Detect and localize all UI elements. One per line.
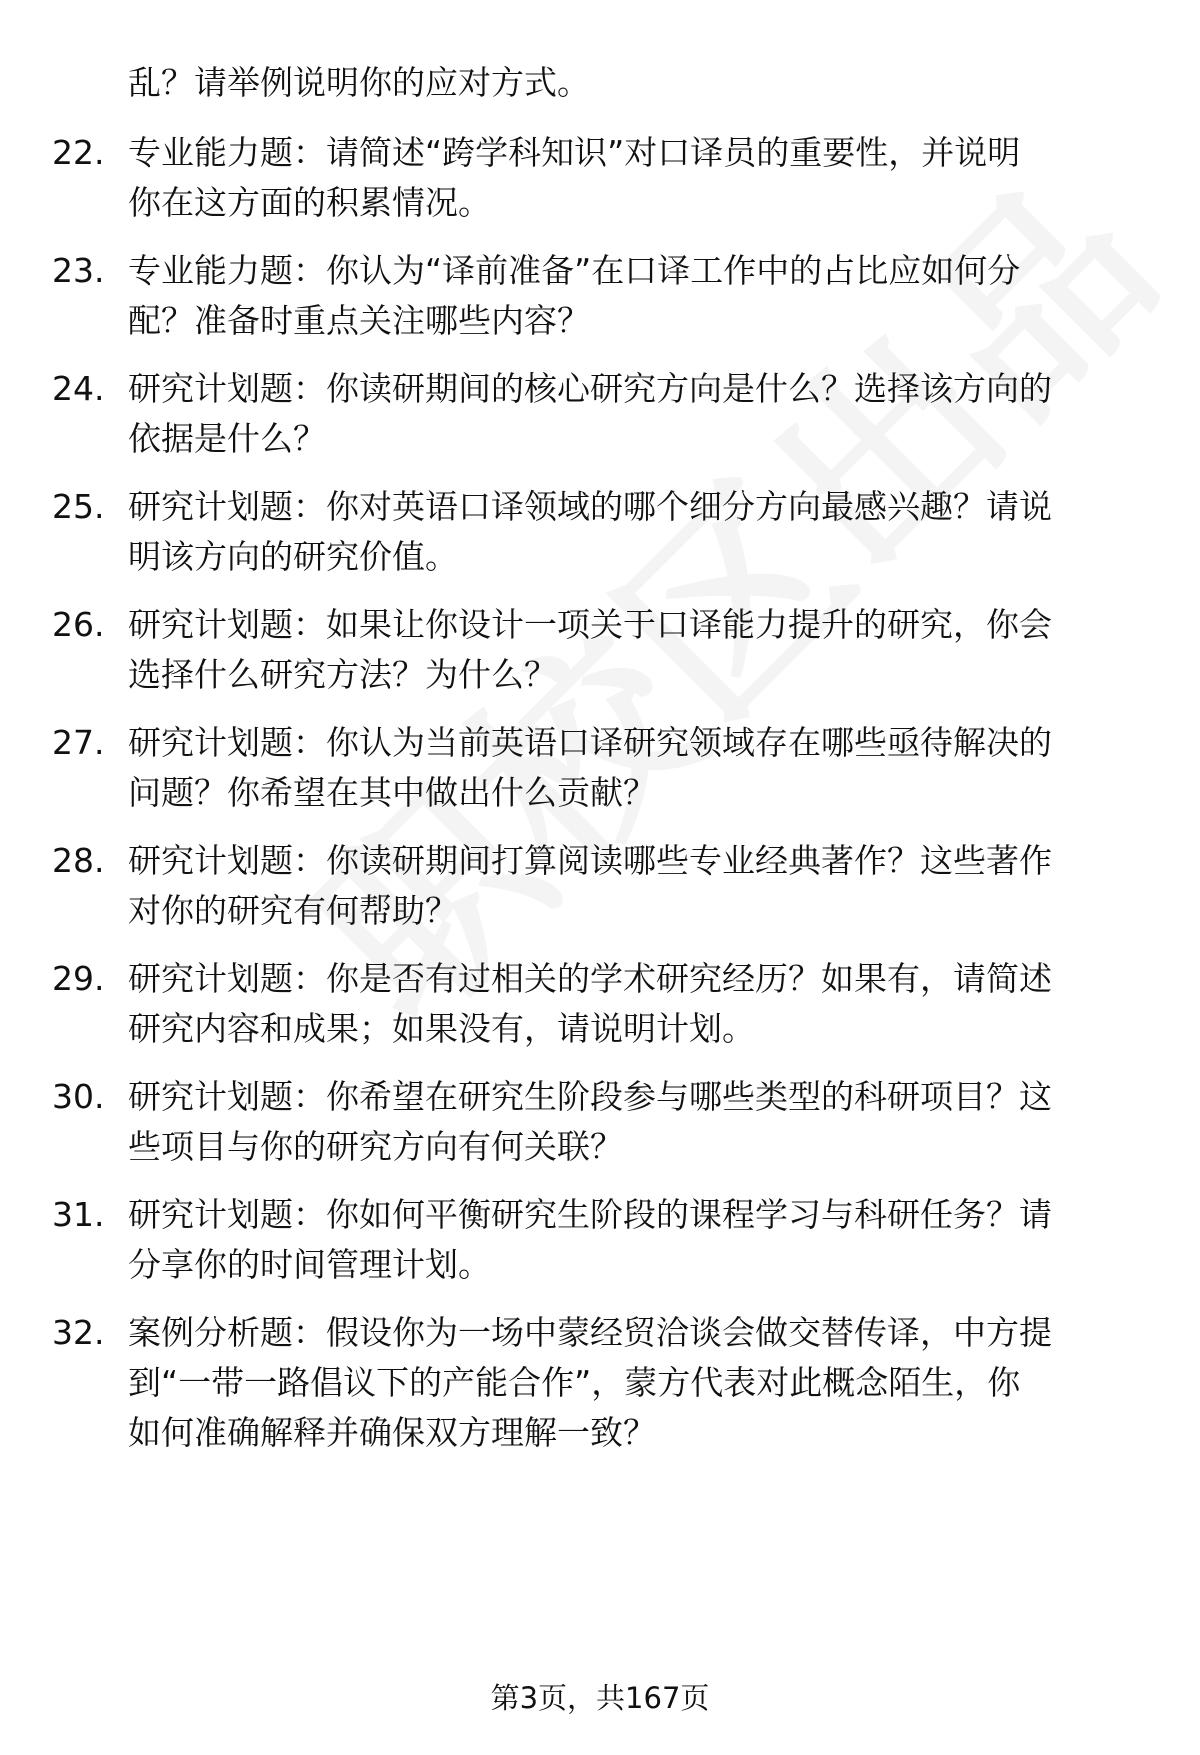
question-line: 问题？你希望在其中做出什么贡献？ <box>128 773 656 812</box>
question-text <box>128 836 1138 936</box>
question-number: 26. <box>52 605 105 644</box>
question-number: 22. <box>52 133 105 172</box>
question-number: 30. <box>52 1077 105 1116</box>
question-number: 32. <box>52 1313 105 1352</box>
question-line: 如何准确解释并确保双方理解一致？ <box>128 1413 656 1452</box>
question-line: 专业能力题：请简述“跨学科知识”对口译员的重要性，并说明 <box>128 133 1021 172</box>
page-footer: 第3页，共167页 <box>490 1681 710 1715</box>
question-number: 31. <box>52 1195 105 1234</box>
question-line: 到“一带一路倡议下的产能合作”，蒙方代表对此概念陌生，你 <box>128 1363 1021 1402</box>
question-text <box>128 1308 1138 1458</box>
question-line: 研究计划题：你对英语口译领域的哪个细分方向最感兴趣？请说 <box>128 487 1052 526</box>
question-text <box>128 482 1138 582</box>
question-line: 选择什么研究方法？为什么？ <box>128 655 557 694</box>
question-number: 24. <box>52 369 105 408</box>
question-line: 研究内容和成果；如果没有，请说明计划。 <box>128 1009 755 1048</box>
question-line: 研究计划题：你希望在研究生阶段参与哪些类型的科研项目？这 <box>128 1077 1052 1116</box>
continuation-line: 乱？请举例说明你的应对方式。 <box>128 63 590 102</box>
question-line: 研究计划题：你读研期间的核心研究方向是什么？选择该方向的 <box>128 369 1052 408</box>
question-line: 些项目与你的研究方向有何关联？ <box>128 1127 623 1166</box>
question-line: 研究计划题：你读研期间打算阅读哪些专业经典著作？这些著作 <box>128 841 1052 880</box>
question-text <box>128 246 1138 346</box>
question-number: 28. <box>52 841 105 880</box>
question-line: 配？准备时重点关注哪些内容？ <box>128 301 590 340</box>
question-line: 你在这方面的积累情况。 <box>128 183 491 222</box>
question-text <box>128 364 1138 464</box>
question-line: 依据是什么？ <box>128 419 326 458</box>
question-text <box>128 954 1138 1054</box>
question-line: 研究计划题：你认为当前英语口译研究领域存在哪些亟待解决的 <box>128 723 1052 762</box>
question-line: 明该方向的研究价值。 <box>128 537 458 576</box>
question-text <box>128 600 1138 700</box>
question-line: 研究计划题：你如何平衡研究生阶段的课程学习与科研任务？请 <box>128 1195 1052 1234</box>
question-text <box>128 1190 1138 1290</box>
question-line: 专业能力题：你认为“译前准备”在口译工作中的占比应如何分 <box>128 251 1021 290</box>
question-number: 29. <box>52 959 105 998</box>
question-text <box>128 1072 1138 1172</box>
question-line: 研究计划题：你是否有过相关的学术研究经历？如果有，请简述 <box>128 959 1052 998</box>
question-number: 27. <box>52 723 105 762</box>
question-number: 25. <box>52 487 105 526</box>
question-line: 分享你的时间管理计划。 <box>128 1245 491 1284</box>
question-number: 23. <box>52 251 105 290</box>
question-text <box>128 128 1138 228</box>
question-line: 案例分析题：假设你为一场中蒙经贸洽谈会做交替传译，中方提 <box>128 1313 1052 1352</box>
question-line: 对你的研究有何帮助？ <box>128 891 458 930</box>
question-line: 研究计划题：如果让你设计一项关于口译能力提升的研究，你会 <box>128 605 1052 644</box>
question-text <box>128 718 1138 818</box>
